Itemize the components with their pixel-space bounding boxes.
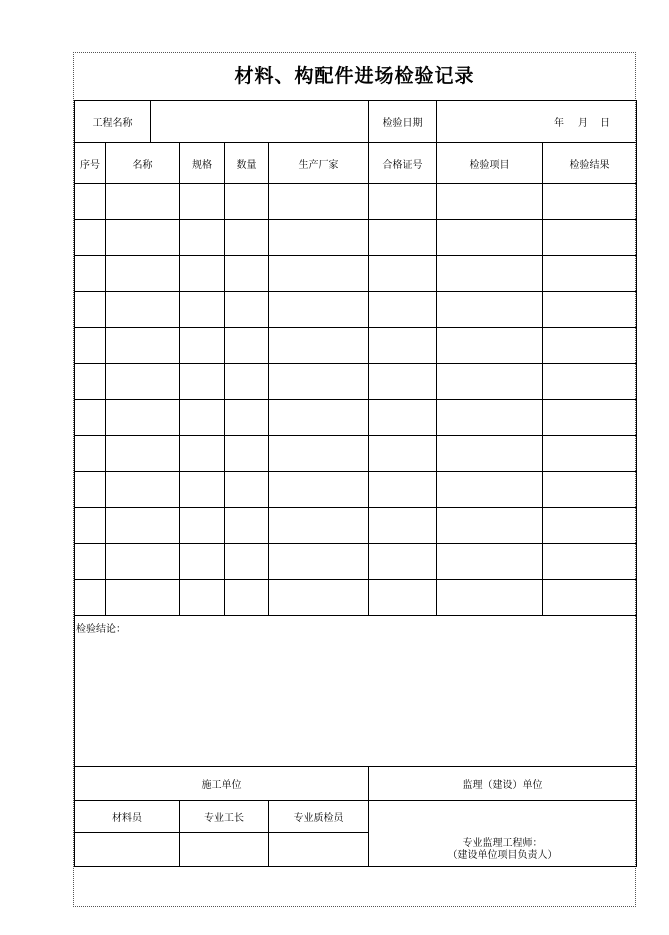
cell-manufacturer[interactable] — [269, 292, 369, 328]
cell-spec[interactable] — [180, 580, 225, 616]
cell-quantity[interactable] — [225, 508, 269, 544]
quality-inspector-label: 专业质检员 — [269, 801, 369, 833]
cell-index[interactable] — [75, 364, 106, 400]
form-title: 材料、构配件进场检验记录 — [234, 65, 475, 87]
cell-manufacturer[interactable] — [269, 436, 369, 472]
col-header-name: 名称 — [106, 143, 180, 184]
cell-inspection-result[interactable] — [543, 436, 637, 472]
cell-inspection-result[interactable] — [543, 364, 637, 400]
cell-spec[interactable] — [180, 544, 225, 580]
material-clerk-label: 材料员 — [75, 801, 180, 833]
cell-index[interactable] — [75, 400, 106, 436]
cell-name[interactable] — [106, 544, 180, 580]
cell-spec[interactable] — [180, 292, 225, 328]
table-row — [75, 292, 637, 328]
cell-index[interactable] — [75, 544, 106, 580]
cell-inspection-result[interactable] — [543, 220, 637, 256]
cell-inspection-item[interactable] — [437, 220, 543, 256]
cell-spec[interactable] — [180, 256, 225, 292]
col-header-index: 序号 — [75, 143, 106, 184]
table-row — [75, 256, 637, 292]
foreman-label: 专业工长 — [180, 801, 269, 833]
cell-inspection-item[interactable] — [437, 436, 543, 472]
inspection-date-label: 检验日期 — [369, 101, 437, 143]
supervisor-signature-field[interactable] — [369, 801, 637, 867]
cell-index[interactable] — [75, 436, 106, 472]
cell-inspection-item[interactable] — [437, 292, 543, 328]
cell-quantity[interactable] — [225, 544, 269, 580]
inspection-form-sheet — [73, 52, 636, 907]
cell-manufacturer[interactable] — [269, 400, 369, 436]
cell-inspection-item[interactable] — [437, 364, 543, 400]
cell-manufacturer[interactable] — [269, 580, 369, 616]
date-month-label: 月 — [578, 118, 588, 129]
table-row — [75, 364, 637, 400]
cell-inspection-item[interactable] — [437, 544, 543, 580]
cell-certificate-no[interactable] — [369, 400, 437, 436]
cell-name[interactable] — [106, 256, 180, 292]
cell-index[interactable] — [75, 580, 106, 616]
column-header-row — [75, 143, 637, 184]
inspection-date-field[interactable] — [437, 101, 637, 143]
inspection-conclusion-label: 检验结论： — [76, 624, 126, 635]
cell-quantity[interactable] — [225, 184, 269, 220]
cell-quantity[interactable] — [225, 400, 269, 436]
col-header-inspection-item: 检验项目 — [437, 143, 543, 184]
cell-certificate-no[interactable] — [369, 220, 437, 256]
date-day-label: 日 — [600, 118, 610, 129]
cell-quantity[interactable] — [225, 220, 269, 256]
cell-inspection-result[interactable] — [543, 508, 637, 544]
cell-name[interactable] — [106, 400, 180, 436]
cell-quantity[interactable] — [225, 436, 269, 472]
cell-name[interactable] — [106, 292, 180, 328]
col-header-certificate-no: 合格证号 — [369, 143, 437, 184]
cell-inspection-item[interactable] — [437, 400, 543, 436]
cell-inspection-item[interactable] — [437, 472, 543, 508]
cell-spec[interactable] — [180, 184, 225, 220]
project-name-label: 工程名称 — [75, 101, 151, 143]
table-row — [75, 184, 637, 220]
cell-spec[interactable] — [180, 508, 225, 544]
project-name-field[interactable] — [151, 101, 369, 143]
foreman-signature[interactable] — [180, 833, 269, 867]
cell-index[interactable] — [75, 472, 106, 508]
material-clerk-signature[interactable] — [75, 833, 180, 867]
cell-manufacturer[interactable] — [269, 544, 369, 580]
cell-inspection-result[interactable] — [543, 544, 637, 580]
construction-unit-label: 施工单位 — [75, 767, 369, 801]
cell-name[interactable] — [106, 184, 180, 220]
cell-index[interactable] — [75, 256, 106, 292]
col-header-spec: 规格 — [180, 143, 225, 184]
date-year-label: 年 — [554, 118, 564, 129]
table-row — [75, 544, 637, 580]
cell-inspection-item[interactable] — [437, 328, 543, 364]
cell-name[interactable] — [106, 472, 180, 508]
cell-inspection-result[interactable] — [543, 328, 637, 364]
cell-inspection-item[interactable] — [437, 256, 543, 292]
cell-inspection-result[interactable] — [543, 472, 637, 508]
cell-index[interactable] — [75, 220, 106, 256]
cell-spec[interactable] — [180, 364, 225, 400]
cell-certificate-no[interactable] — [369, 292, 437, 328]
table-row — [75, 436, 637, 472]
cell-index[interactable] — [75, 328, 106, 364]
cell-spec[interactable] — [180, 472, 225, 508]
table-row — [75, 328, 637, 364]
cell-inspection-result[interactable] — [543, 184, 637, 220]
project-leader-label: （建设单位项目负责人） — [447, 850, 558, 861]
supervision-unit-label: 监理（建设）单位 — [369, 767, 637, 801]
col-header-inspection-result: 检验结果 — [543, 143, 637, 184]
cell-inspection-item[interactable] — [437, 184, 543, 220]
cell-name[interactable] — [106, 436, 180, 472]
col-header-manufacturer: 生产厂家 — [269, 143, 369, 184]
cell-quantity[interactable] — [225, 292, 269, 328]
cell-certificate-no[interactable] — [369, 436, 437, 472]
cell-certificate-no[interactable] — [369, 544, 437, 580]
cell-spec[interactable] — [180, 328, 225, 364]
cell-spec[interactable] — [180, 436, 225, 472]
col-header-quantity: 数量 — [225, 143, 269, 184]
cell-inspection-result[interactable] — [543, 256, 637, 292]
cell-spec[interactable] — [180, 400, 225, 436]
cell-certificate-no[interactable] — [369, 472, 437, 508]
cell-certificate-no[interactable] — [369, 364, 437, 400]
cell-quantity[interactable] — [225, 580, 269, 616]
cell-inspection-item[interactable] — [437, 580, 543, 616]
cell-quantity[interactable] — [225, 472, 269, 508]
cell-name[interactable] — [106, 328, 180, 364]
cell-name[interactable] — [106, 220, 180, 256]
cell-index[interactable] — [75, 508, 106, 544]
cell-inspection-result[interactable] — [543, 400, 637, 436]
table-row — [75, 400, 637, 436]
cell-certificate-no[interactable] — [369, 256, 437, 292]
cell-certificate-no[interactable] — [369, 580, 437, 616]
table-row — [75, 508, 637, 544]
supervisor-engineer-label: 专业监理工程师： — [462, 838, 543, 849]
cell-inspection-item[interactable] — [437, 508, 543, 544]
inspection-table — [74, 100, 637, 867]
cell-inspection-result[interactable] — [543, 580, 637, 616]
cell-name[interactable] — [106, 364, 180, 400]
cell-name[interactable] — [106, 508, 180, 544]
cell-quantity[interactable] — [225, 328, 269, 364]
inspection-conclusion-field[interactable] — [75, 616, 637, 767]
table-row — [75, 220, 637, 256]
cell-name[interactable] — [106, 580, 180, 616]
cell-index[interactable] — [75, 292, 106, 328]
cell-quantity[interactable] — [225, 364, 269, 400]
cell-manufacturer[interactable] — [269, 220, 369, 256]
table-row — [75, 580, 637, 616]
cell-manufacturer[interactable] — [269, 364, 369, 400]
cell-certificate-no[interactable] — [369, 184, 437, 220]
cell-spec[interactable] — [180, 220, 225, 256]
cell-inspection-result[interactable] — [543, 292, 637, 328]
cell-certificate-no[interactable] — [369, 328, 437, 364]
cell-manufacturer[interactable] — [269, 256, 369, 292]
cell-manufacturer[interactable] — [269, 508, 369, 544]
cell-manufacturer[interactable] — [269, 328, 369, 364]
cell-certificate-no[interactable] — [369, 508, 437, 544]
quality-inspector-signature[interactable] — [269, 833, 369, 867]
table-row — [75, 472, 637, 508]
cell-quantity[interactable] — [225, 256, 269, 292]
cell-manufacturer[interactable] — [269, 184, 369, 220]
cell-index[interactable] — [75, 184, 106, 220]
cell-manufacturer[interactable] — [269, 472, 369, 508]
